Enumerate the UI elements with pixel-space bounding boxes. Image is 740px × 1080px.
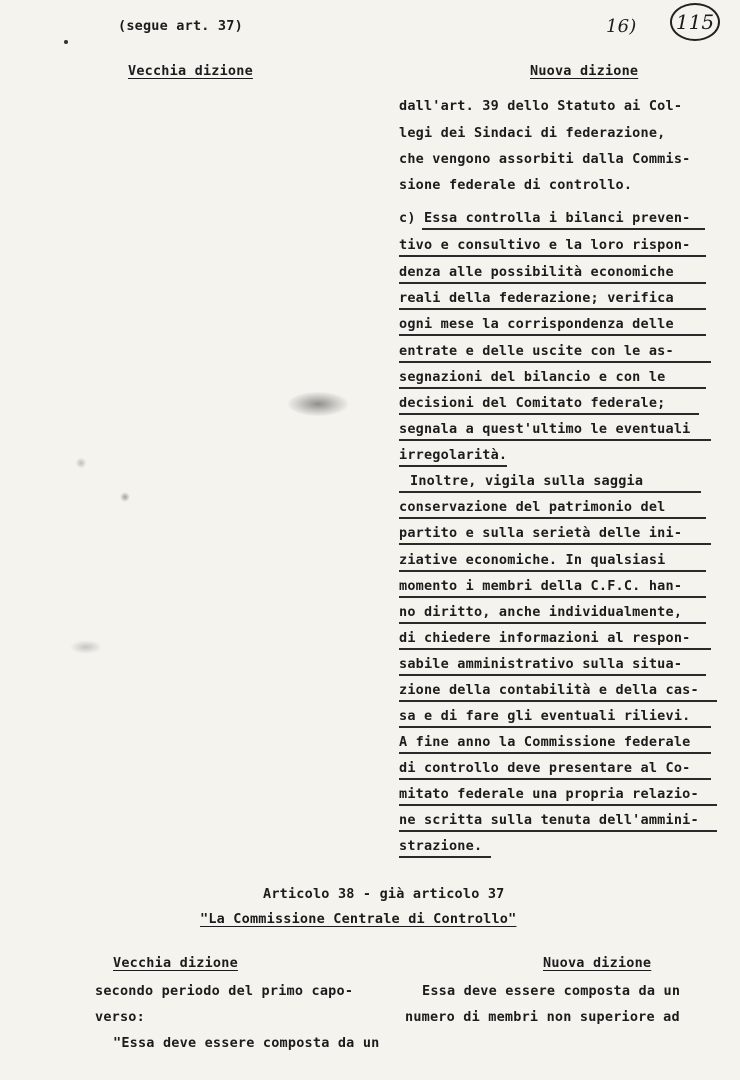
underline-rule — [399, 778, 711, 780]
new-text-line: sione federale di controllo. — [399, 177, 633, 193]
underline-rule — [399, 674, 706, 676]
underline-rule — [399, 334, 706, 336]
underline-rule — [399, 282, 706, 284]
scan-smudge — [288, 392, 348, 416]
bottom-old-wording-heading: Vecchia dizione — [113, 955, 238, 971]
underline-rule — [399, 752, 711, 754]
underline-rule — [399, 570, 706, 572]
bottom-new-text-line: Essa deve essere composta da un — [422, 983, 681, 999]
new-text-line: sabile amministrativo sulla situa- — [399, 656, 683, 672]
continuation-note: (segue art. 37) — [118, 18, 243, 34]
underline-rule — [399, 255, 706, 257]
new-text-line: strazione. — [399, 838, 483, 854]
old-text-line: secondo periodo del primo capo- — [95, 983, 354, 999]
new-text-line: irregolarità. — [399, 447, 508, 463]
underline-rule — [399, 387, 706, 389]
new-text-line: partito e sulla serietà delle ini- — [399, 525, 683, 541]
new-text-line: c) Essa controlla i bilanci preven- — [399, 210, 691, 226]
bottom-new-wording-heading: Nuova dizione — [543, 955, 652, 971]
underline-rule — [399, 361, 711, 363]
handwritten-page-number: 16) — [606, 16, 637, 37]
old-text-line: "Essa deve essere composta da un — [113, 1035, 380, 1051]
new-text-line: ziative economiche. In qualsiasi — [399, 552, 666, 568]
circled-page-number-text: 115 — [675, 10, 715, 34]
new-text-line: zione della contabilità e della cas- — [399, 682, 699, 698]
new-wording-heading: Nuova dizione — [530, 63, 639, 79]
new-text-line: ne scritta sulla tenuta dell'ammini- — [399, 812, 699, 828]
underline-rule — [399, 439, 711, 441]
new-text-line: tivo e consultivo e la loro rispon- — [399, 237, 691, 253]
new-text-line: mitato federale una propria relazio- — [399, 786, 699, 802]
underline-rule — [399, 830, 717, 832]
old-text-line: verso: — [95, 1009, 145, 1025]
new-text-line: legi dei Sindaci di federazione, — [399, 125, 666, 141]
new-text-line: di controllo deve presentare al Co- — [399, 760, 691, 776]
new-text-line: entrate e delle uscite con le as- — [399, 343, 674, 359]
scan-dot — [64, 40, 68, 44]
article-title: "La Commissione Centrale di Controllo" — [200, 911, 517, 927]
circled-page-number — [670, 3, 720, 41]
underline-rule — [399, 804, 717, 806]
new-text-line: decisioni del Comitato federale; — [399, 395, 666, 411]
new-text-line: di chiedere informazioni al respon- — [399, 630, 691, 646]
underline-rule — [399, 517, 706, 519]
new-text-line: denza alle possibilità economiche — [399, 264, 674, 280]
underline-rule — [399, 413, 699, 415]
underline-rule — [399, 308, 706, 310]
new-text-line: A fine anno la Commissione federale — [399, 734, 691, 750]
underline-rule — [399, 596, 706, 598]
scan-speck — [75, 458, 87, 468]
new-text-line: dall'art. 39 dello Statuto ai Col- — [399, 98, 683, 114]
underline-rule — [399, 465, 507, 467]
new-text-line: conservazione del patrimonio del — [399, 499, 666, 515]
new-text-line: no diritto, anche individualmente, — [399, 604, 683, 620]
new-text-line: Inoltre, vigila sulla saggia — [410, 473, 644, 489]
underline-rule — [422, 228, 705, 230]
underline-rule — [399, 700, 717, 702]
old-wording-heading: Vecchia dizione — [128, 63, 253, 79]
underline-rule — [399, 543, 711, 545]
new-text-line: segnala a quest'ultimo le eventuali — [399, 421, 691, 437]
new-text-line: sa e di fare gli eventuali rilievi. — [399, 708, 691, 724]
new-text-line: reali della federazione; verifica — [399, 290, 674, 306]
new-text-line: momento i membri della C.F.C. han- — [399, 578, 683, 594]
new-text-line: che vengono assorbiti dalla Commis- — [399, 151, 691, 167]
article-heading: Articolo 38 - già articolo 37 — [263, 886, 505, 902]
scan-speck — [70, 640, 102, 654]
new-text-line: segnazioni del bilancio e con le — [399, 369, 666, 385]
underline-rule — [399, 726, 711, 728]
scan-speck — [120, 492, 130, 502]
new-text-line: ogni mese la corrispondenza delle — [399, 316, 674, 332]
underline-rule — [399, 648, 711, 650]
bottom-new-text-line: numero di membri non superiore ad — [405, 1009, 680, 1025]
underline-rule — [399, 856, 491, 858]
underline-rule — [399, 491, 701, 493]
underline-rule — [399, 622, 706, 624]
